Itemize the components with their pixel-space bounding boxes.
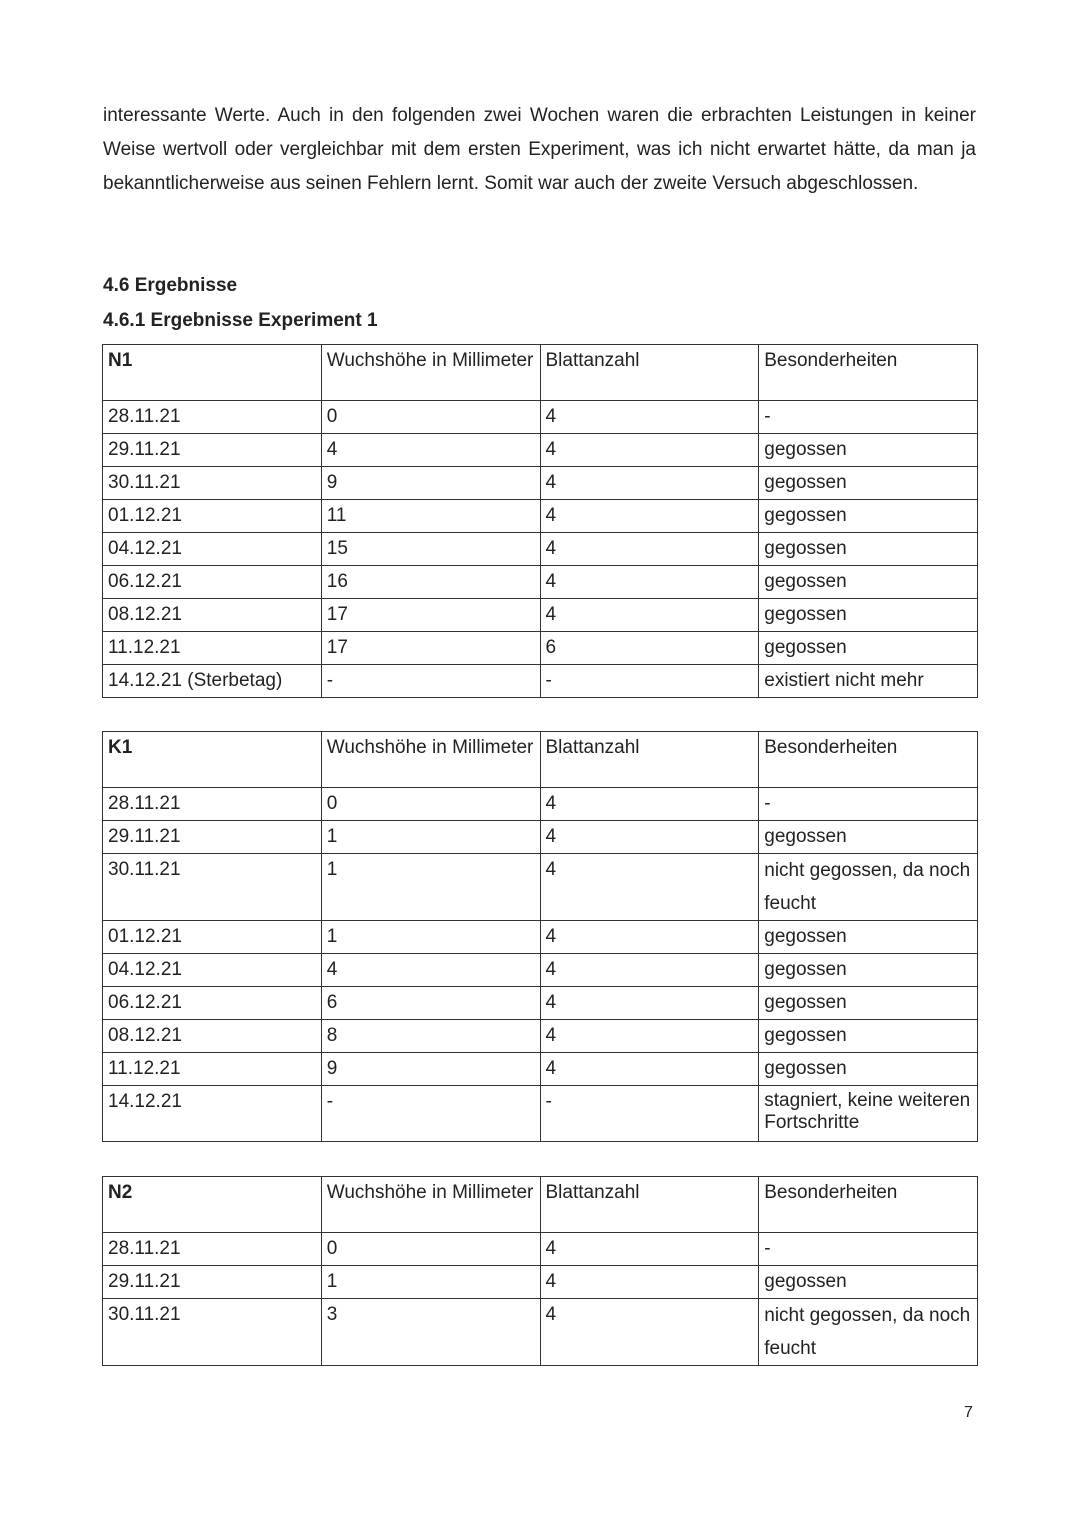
table-row bbox=[103, 467, 978, 500]
subsection-heading: 4.6.1 Ergebnisse Experiment 1 bbox=[103, 310, 378, 331]
table-header-row bbox=[103, 732, 978, 788]
height-cell: 1 bbox=[321, 921, 540, 954]
date-cell: 29.11.21 bbox=[103, 821, 322, 854]
date-cell: 06.12.21 bbox=[103, 566, 322, 599]
table-header-row bbox=[103, 345, 978, 401]
table-row bbox=[103, 788, 978, 821]
header-notes: Besonderheiten bbox=[759, 345, 978, 401]
table-row bbox=[103, 599, 978, 632]
notes-cell: gegossen bbox=[759, 500, 978, 533]
header-growth-height: Wuchshöhe in Millimeter bbox=[321, 1177, 540, 1233]
leaves-cell: 4 bbox=[540, 566, 759, 599]
body-paragraph: interessante Werte. Auch in den folgenden zwei Wochen waren die erbrachten Leistungen in keiner Weise wertvoll oder vergleichbar mit dem ersten Experiment, was ich nicht erwartet hätte, da man ja bekanntlicherweise aus seinen Fehlern lernt. Somit war auch der zweite Versuch abgeschlossen. bbox=[103, 105, 976, 194]
leaves-cell: 4 bbox=[540, 1299, 759, 1366]
header-leaf-count: Blattanzahl bbox=[540, 345, 759, 401]
height-cell: 1 bbox=[321, 821, 540, 854]
header-plant-id: N2 bbox=[103, 1177, 322, 1233]
leaves-cell: 4 bbox=[540, 467, 759, 500]
date-cell: 06.12.21 bbox=[103, 987, 322, 1020]
table-row bbox=[103, 1299, 978, 1366]
notes-cell: gegossen bbox=[759, 434, 978, 467]
notes-cell: gegossen bbox=[759, 1020, 978, 1053]
table-row bbox=[103, 1020, 978, 1053]
leaves-cell: 4 bbox=[540, 921, 759, 954]
notes-cell: stagniert, keine weiteren Fortschritte bbox=[759, 1086, 978, 1142]
height-cell: - bbox=[321, 1086, 540, 1142]
date-cell: 11.12.21 bbox=[103, 1053, 322, 1086]
table-row bbox=[103, 954, 978, 987]
height-cell: 1 bbox=[321, 1266, 540, 1299]
notes-cell: gegossen bbox=[759, 821, 978, 854]
height-cell: 8 bbox=[321, 1020, 540, 1053]
notes-cell: gegossen bbox=[759, 987, 978, 1020]
height-cell: 4 bbox=[321, 434, 540, 467]
notes-cell: gegossen bbox=[759, 921, 978, 954]
header-notes: Besonderheiten bbox=[759, 1177, 978, 1233]
header-plant-id: K1 bbox=[103, 732, 322, 788]
height-cell: 11 bbox=[321, 500, 540, 533]
table-row bbox=[103, 1053, 978, 1086]
table-row bbox=[103, 434, 978, 467]
date-cell: 08.12.21 bbox=[103, 599, 322, 632]
notes-cell: gegossen bbox=[759, 1266, 978, 1299]
height-cell: 17 bbox=[321, 632, 540, 665]
notes-cell: - bbox=[759, 788, 978, 821]
header-growth-height: Wuchshöhe in Millimeter bbox=[321, 345, 540, 401]
leaves-cell: 4 bbox=[540, 788, 759, 821]
leaves-cell: 4 bbox=[540, 821, 759, 854]
date-cell: 08.12.21 bbox=[103, 1020, 322, 1053]
height-cell: - bbox=[321, 665, 540, 698]
header-notes: Besonderheiten bbox=[759, 732, 978, 788]
leaves-cell: 4 bbox=[540, 1053, 759, 1086]
date-cell: 28.11.21 bbox=[103, 1233, 322, 1266]
leaves-cell: - bbox=[540, 1086, 759, 1142]
page-number: 7 bbox=[964, 1404, 973, 1421]
notes-cell: gegossen bbox=[759, 632, 978, 665]
results-table-n2 bbox=[102, 1176, 978, 1366]
date-cell: 28.11.21 bbox=[103, 788, 322, 821]
table-row bbox=[103, 821, 978, 854]
leaves-cell: 4 bbox=[540, 1266, 759, 1299]
table-row bbox=[103, 533, 978, 566]
date-cell: 29.11.21 bbox=[103, 1266, 322, 1299]
leaves-cell: 4 bbox=[540, 854, 759, 921]
header-plant-id: N1 bbox=[103, 345, 322, 401]
table-row bbox=[103, 1086, 978, 1142]
leaves-cell: 4 bbox=[540, 599, 759, 632]
height-cell: 16 bbox=[321, 566, 540, 599]
notes-cell: gegossen bbox=[759, 599, 978, 632]
leaves-cell: - bbox=[540, 665, 759, 698]
table-header-row bbox=[103, 1177, 978, 1233]
date-cell: 04.12.21 bbox=[103, 954, 322, 987]
date-cell: 14.12.21 (Sterbetag) bbox=[103, 665, 322, 698]
leaves-cell: 4 bbox=[540, 1233, 759, 1266]
notes-cell: existiert nicht mehr bbox=[759, 665, 978, 698]
date-cell: 01.12.21 bbox=[103, 921, 322, 954]
results-table-k1 bbox=[102, 731, 978, 1142]
leaves-cell: 4 bbox=[540, 434, 759, 467]
height-cell: 3 bbox=[321, 1299, 540, 1366]
notes-cell: - bbox=[759, 401, 978, 434]
notes-cell: gegossen bbox=[759, 1053, 978, 1086]
table-row bbox=[103, 1266, 978, 1299]
height-cell: 6 bbox=[321, 987, 540, 1020]
date-cell: 11.12.21 bbox=[103, 632, 322, 665]
table-row bbox=[103, 401, 978, 434]
results-table-n1 bbox=[102, 344, 978, 698]
notes-cell: nicht gegossen, da noch feucht bbox=[759, 1299, 978, 1366]
date-cell: 30.11.21 bbox=[103, 467, 322, 500]
leaves-cell: 4 bbox=[540, 1020, 759, 1053]
section-heading: 4.6 Ergebnisse bbox=[103, 275, 238, 296]
table-row bbox=[103, 921, 978, 954]
table-row bbox=[103, 566, 978, 599]
date-cell: 29.11.21 bbox=[103, 434, 322, 467]
height-cell: 17 bbox=[321, 599, 540, 632]
date-cell: 28.11.21 bbox=[103, 401, 322, 434]
table-row bbox=[103, 632, 978, 665]
height-cell: 0 bbox=[321, 401, 540, 434]
notes-cell: gegossen bbox=[759, 566, 978, 599]
date-cell: 14.12.21 bbox=[103, 1086, 322, 1142]
table-row bbox=[103, 987, 978, 1020]
height-cell: 9 bbox=[321, 467, 540, 500]
leaves-cell: 6 bbox=[540, 632, 759, 665]
notes-cell: gegossen bbox=[759, 533, 978, 566]
leaves-cell: 4 bbox=[540, 533, 759, 566]
notes-cell: nicht gegossen, da noch feucht bbox=[759, 854, 978, 921]
leaves-cell: 4 bbox=[540, 401, 759, 434]
height-cell: 4 bbox=[321, 954, 540, 987]
table-row bbox=[103, 854, 978, 921]
height-cell: 0 bbox=[321, 1233, 540, 1266]
leaves-cell: 4 bbox=[540, 954, 759, 987]
notes-cell: gegossen bbox=[759, 467, 978, 500]
date-cell: 04.12.21 bbox=[103, 533, 322, 566]
date-cell: 01.12.21 bbox=[103, 500, 322, 533]
table-row bbox=[103, 665, 978, 698]
height-cell: 0 bbox=[321, 788, 540, 821]
height-cell: 1 bbox=[321, 854, 540, 921]
date-cell: 30.11.21 bbox=[103, 854, 322, 921]
header-leaf-count: Blattanzahl bbox=[540, 1177, 759, 1233]
header-growth-height: Wuchshöhe in Millimeter bbox=[321, 732, 540, 788]
table-row bbox=[103, 1233, 978, 1266]
leaves-cell: 4 bbox=[540, 987, 759, 1020]
date-cell: 30.11.21 bbox=[103, 1299, 322, 1366]
notes-cell: - bbox=[759, 1233, 978, 1266]
height-cell: 15 bbox=[321, 533, 540, 566]
height-cell: 9 bbox=[321, 1053, 540, 1086]
header-leaf-count: Blattanzahl bbox=[540, 732, 759, 788]
table-row bbox=[103, 500, 978, 533]
notes-cell: gegossen bbox=[759, 954, 978, 987]
leaves-cell: 4 bbox=[540, 500, 759, 533]
